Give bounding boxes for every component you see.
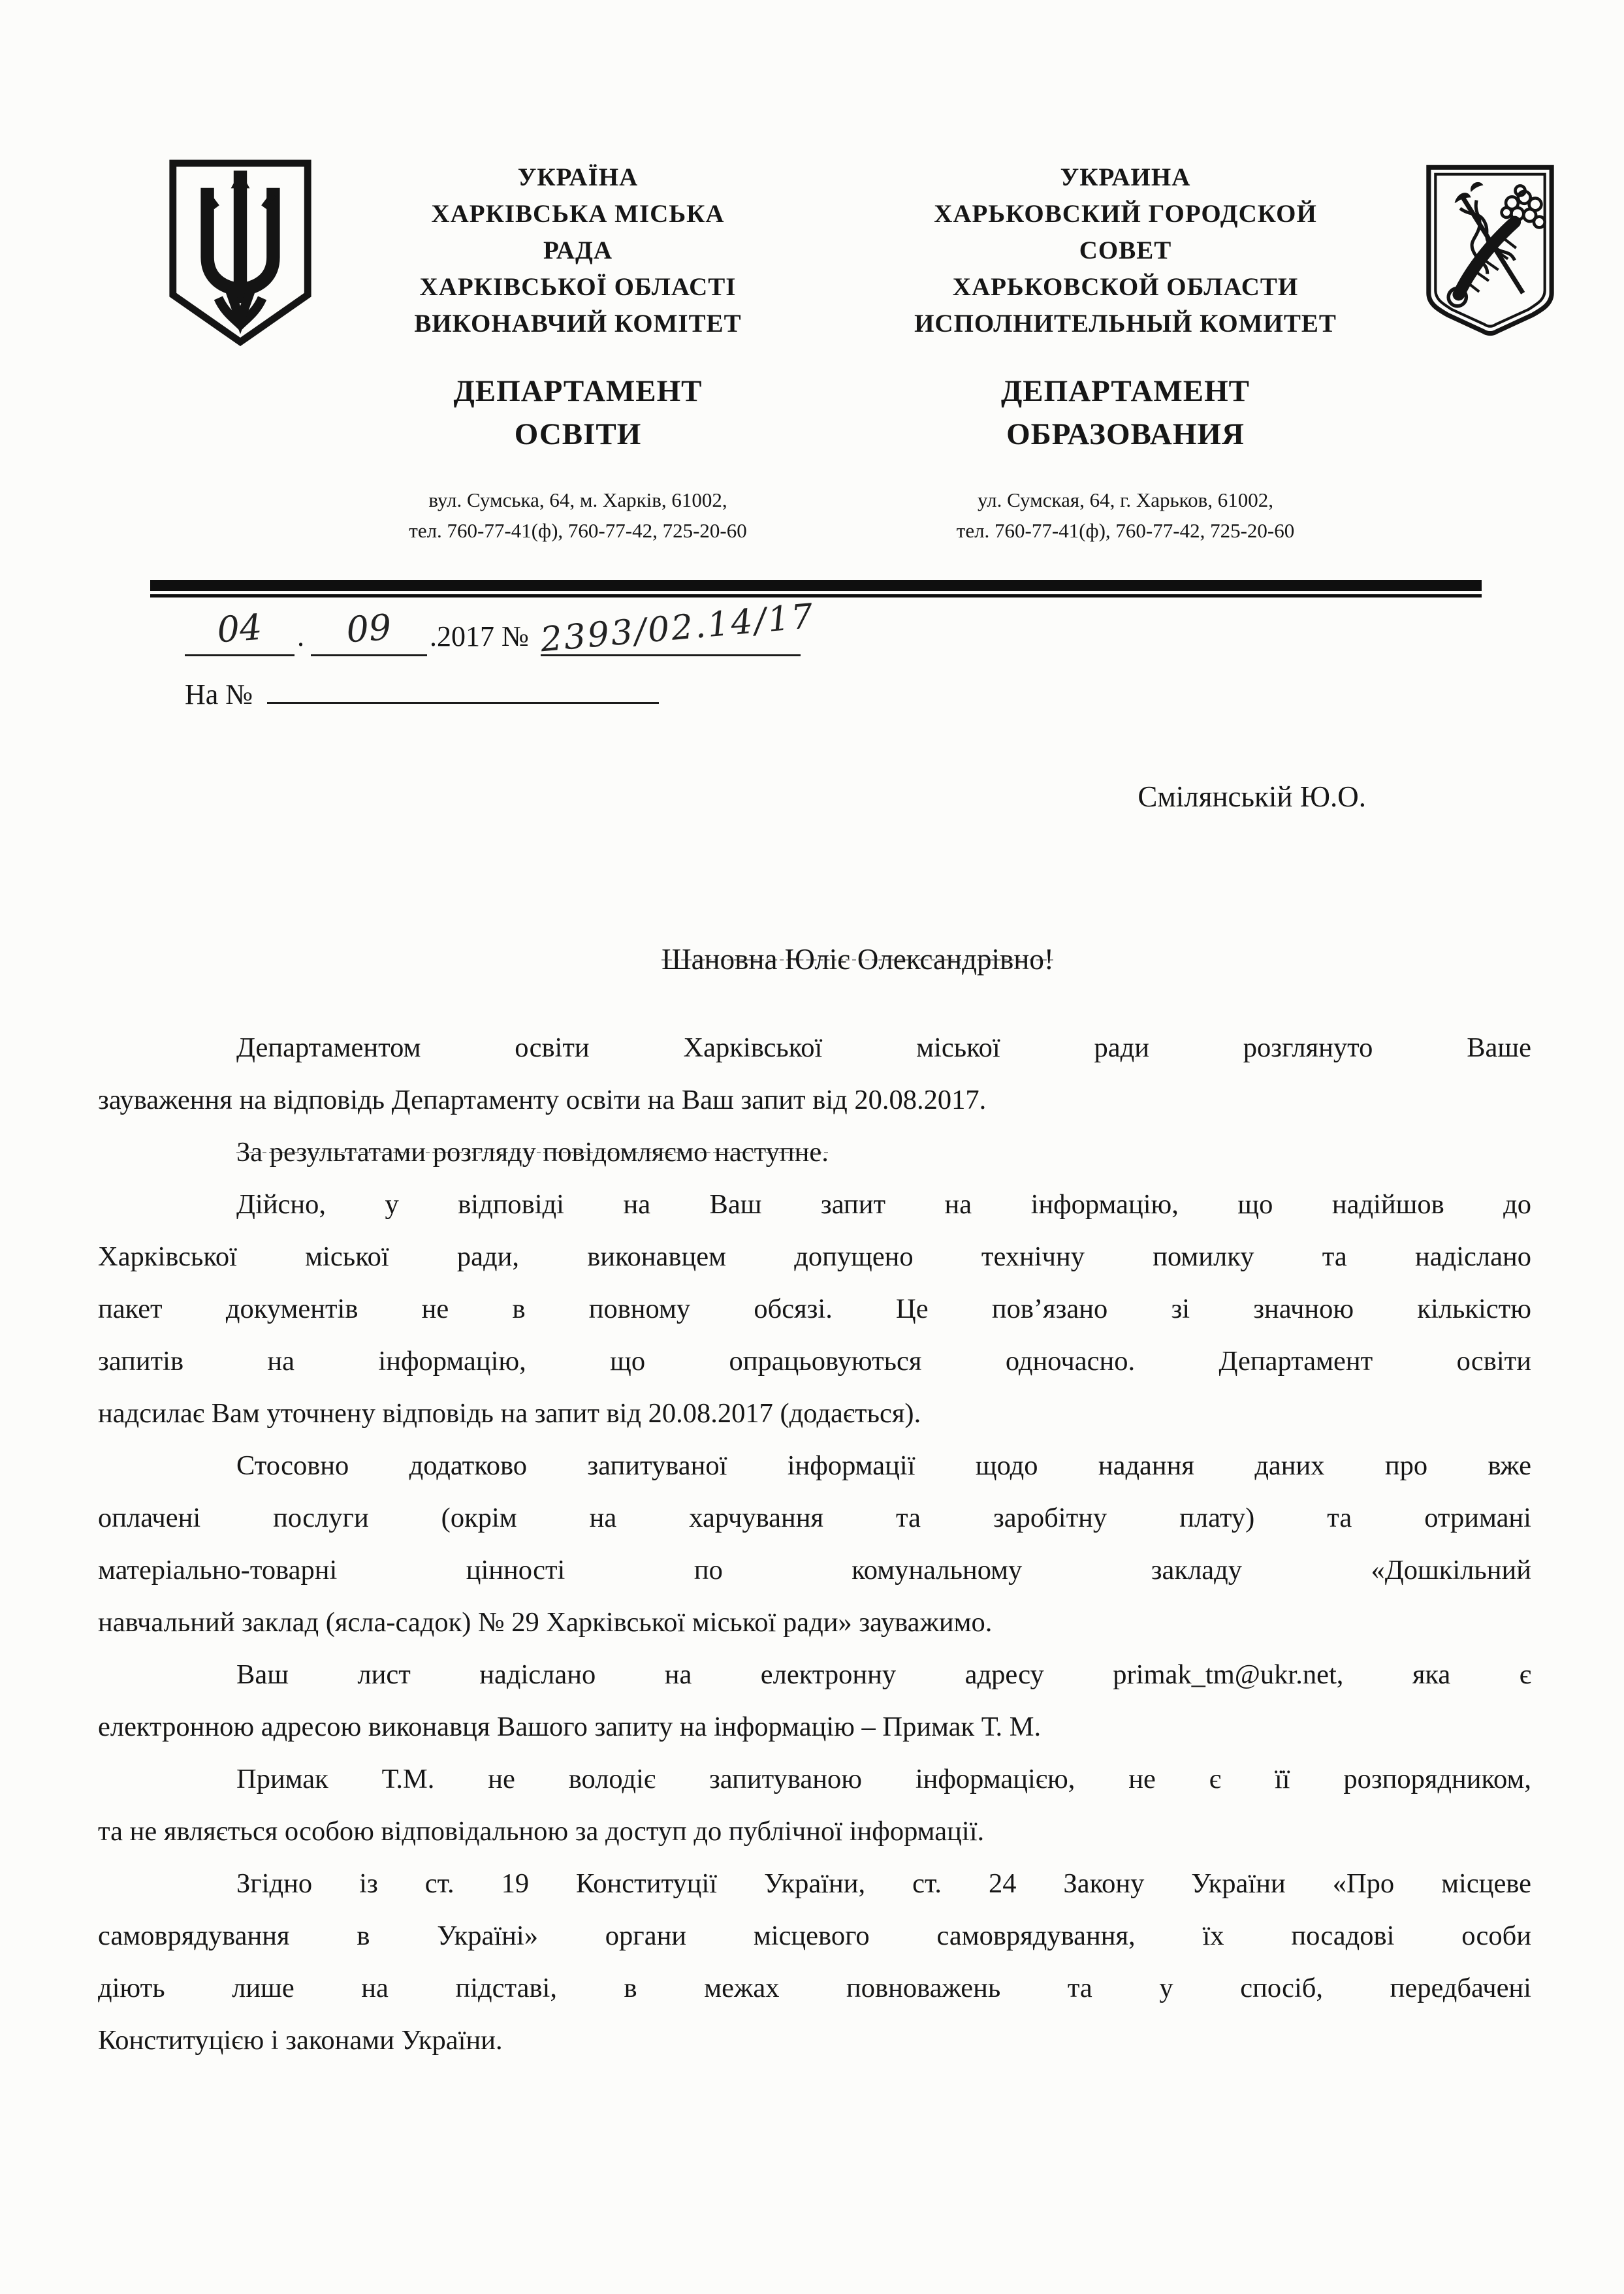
body-line: електронною адресою виконавця Вашого запиту на інформацію – Примак Т. М. — [98, 1712, 1042, 1742]
letter-body — [98, 1022, 1531, 2067]
body-line: зауваження на відповідь Департаменту освіти на Ваш запит від 20.08.2017. — [98, 1085, 987, 1115]
handwritten-month: 09 — [344, 606, 392, 651]
address-line: тел. 760-77-41(ф), 760-77-42, 725-20-60 — [409, 519, 747, 542]
date-month-field — [311, 606, 427, 656]
org-line: ХАРКІВСЬКА МІСЬКА — [431, 200, 725, 228]
org-line: ХАРКІВСЬКОЇ ОБЛАСТІ — [419, 273, 737, 301]
body-line: Харківської міської ради, виконавцем допущено технічну помилку та надіслано — [98, 1241, 1531, 1272]
address-line: тел. 760-77-41(ф), 760-77-42, 725-20-60 — [956, 519, 1295, 542]
dept-line: ДЕПАРТАМЕНТ — [1000, 374, 1250, 408]
reply-to-label: На № — [185, 678, 253, 710]
reply-number-field — [267, 667, 659, 704]
org-line: УКРАИНА — [1060, 163, 1191, 191]
body-line: матеріально-товарні цінності по комунальному закладу «Дошкільний — [98, 1555, 1531, 1585]
body-line: та не являється особою відповідальною за доступ до публічної інформації. — [98, 1816, 985, 1847]
doc-number-field — [539, 596, 817, 660]
department-name-ru — [829, 370, 1422, 456]
recipient-name: Смілянській Ю.О. — [1138, 780, 1366, 813]
dept-line: ДЕПАРТАМЕНТ — [453, 374, 703, 408]
org-block-ua — [326, 157, 829, 546]
address-line: вул. Сумська, 64, м. Харків, 61002, — [428, 488, 727, 511]
reference-block — [185, 596, 1624, 711]
org-line: ХАРЬКОВСКИЙ ГОРОДСКОЙ — [934, 200, 1317, 228]
date-separator: . — [297, 620, 304, 652]
org-line: ХАРЬКОВСКОЙ ОБЛАСТИ — [952, 273, 1299, 301]
date-number-line — [185, 596, 1624, 660]
handwritten-doc-number: 2393/02.14/17 — [539, 596, 817, 660]
letterhead — [0, 0, 1624, 546]
body-line: самоврядування в Україні» органи місцевого самоврядування, їх посадові особи — [98, 1920, 1531, 1951]
body-line: запитів на інформацію, що опрацьовуються одночасно. Департамент освіти — [98, 1346, 1531, 1377]
address-line: ул. Сумская, 64, г. Харьков, 61002, — [978, 488, 1273, 511]
body-line: Департаментом освіти Харківської міської ради розглянуто Ваше — [236, 1032, 1531, 1063]
body-line: навчальний заклад (ясла-садок) № 29 Харківської міської ради» зауважимо. — [98, 1607, 993, 1638]
letterhead-divider-rule — [150, 580, 1482, 597]
body-line: Ваш лист надіслано на електронну адресу primak_tm@ukr.net, яка є — [236, 1659, 1531, 1690]
org-line: ВИКОНАВЧИЙ КОМІТЕТ — [414, 310, 742, 338]
body-line: Згідно із ст. 19 Конституції України, ст. 24 Закону України «Про місцеве — [236, 1868, 1531, 1899]
org-block-ru — [829, 157, 1422, 546]
department-name-ua — [326, 370, 829, 456]
reply-to-line — [185, 667, 1624, 711]
address-ua — [326, 485, 829, 546]
dept-line: ОБРАЗОВАНИЯ — [1006, 417, 1245, 451]
handwritten-day: 04 — [215, 606, 263, 651]
body-line: Стосовно додатково запитуваної інформації щодо надання даних про вже — [236, 1450, 1531, 1481]
salutation: Шановна Юліє Олександрівно! — [661, 943, 1054, 976]
body-line: надсилає Вам уточнену відповідь на запит від 20.08.2017 (додається). — [98, 1398, 921, 1429]
org-line: УКРАЇНА — [517, 163, 639, 191]
body-line: оплачені послуги (окрім на харчування та заробітну плату) та отримані — [98, 1503, 1531, 1533]
trident-emblem — [162, 157, 326, 350]
kharkiv-coat-of-arms — [1422, 157, 1573, 340]
dept-line: ОСВІТИ — [514, 417, 642, 451]
body-line: Дійсно, у відповіді на Ваш запит на інформацію, що надійшов до — [236, 1189, 1531, 1220]
org-line: РАДА — [543, 236, 613, 264]
body-line: пакет документів не в повному обсязі. Це пов’язано зі значною кількістю — [98, 1294, 1531, 1324]
org-line: ИСПОЛНИТЕЛЬНЫЙ КОМИТЕТ — [914, 310, 1337, 338]
year-and-number-label: .2017 № — [430, 620, 529, 652]
date-day-field — [185, 606, 295, 656]
body-line: діють лише на підставі, в межах повноважень та у спосіб, передбачені — [98, 1973, 1531, 2003]
address-ru — [829, 485, 1422, 546]
org-line: СОВЕТ — [1079, 236, 1172, 264]
body-line: За результатами розгляду повідомляємо наступне. — [236, 1137, 829, 1168]
body-line: Конституцією і законами України. — [98, 2025, 503, 2056]
body-line: Примак Т.М. не володіє запитуваною інформацією, не є її розпорядником, — [236, 1764, 1531, 1794]
